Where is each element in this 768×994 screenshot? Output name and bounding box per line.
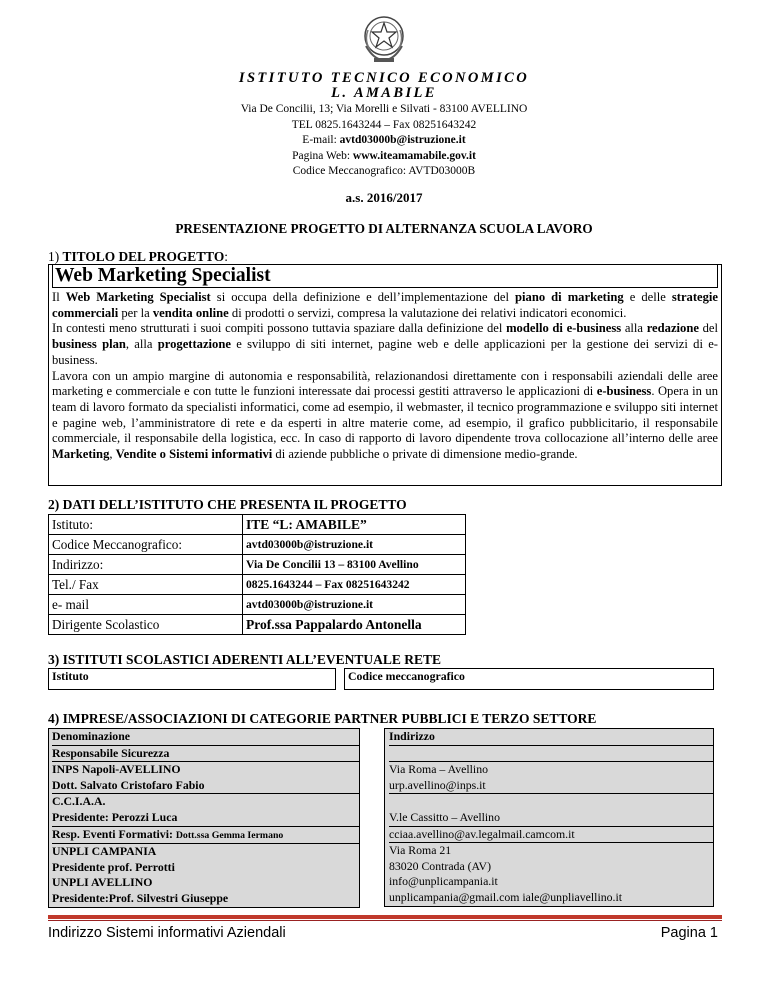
partner-line: V.le Cassitto – Avellino (389, 809, 500, 824)
italian-republic-emblem-icon (360, 10, 408, 66)
text-run: e delle (623, 290, 672, 304)
text-run: del (698, 321, 718, 336)
web-label: Pagina Web: (292, 149, 353, 162)
partner-line: Via Roma – Avellino (389, 762, 489, 777)
partner-cell (52, 827, 359, 845)
text-run: vendita online (152, 305, 229, 320)
text-run: Lavora con un ampio margine di autonomia e responsabilità, relazionandosi direttamente con i responsabili aziendali delle aree marketing e commerciale e con tutte le funzioni interessate dai processi gestiti attraverso le applicazioni di (52, 368, 718, 399)
web-value: www.iteamamabile.gov.it (352, 149, 476, 162)
text-run: e-business (596, 384, 652, 399)
partner-line: urp.avellino@inps.it (389, 777, 486, 792)
project-title: Web Marketing Specialist (52, 264, 718, 288)
table-row (49, 535, 466, 555)
text-run: redazione (646, 321, 699, 336)
text-run: business plan (52, 337, 126, 352)
text-run: si occupa della definizione e dell’implementazione del (210, 290, 516, 304)
partner-cell (389, 762, 713, 794)
partner-line: Presidente: Perozzi Luca (52, 809, 178, 824)
partner-line: Presidente:Prof. Silvestri Giuseppe (52, 890, 229, 905)
description-paragraph-3 (52, 369, 718, 463)
page-number: Pagina 1 (660, 925, 718, 941)
partner-cell (389, 794, 713, 826)
text-run: Marketing (52, 447, 110, 462)
field-label: e- mail (49, 595, 243, 615)
partners-name-column (48, 728, 360, 908)
description-paragraph-2 (52, 321, 718, 368)
text-run: per la (118, 305, 153, 320)
institute-contacts (0, 102, 768, 180)
school-year: a.s. 2016/2017 (345, 190, 423, 205)
field-value: Prof.ssa Pappalardo Antonella (243, 615, 466, 635)
project-title-box (48, 264, 722, 486)
tel-line: TEL 0825.1643244 – Fax 08251643242 (291, 118, 477, 131)
partner-line: info@unplicampania.it (389, 874, 498, 889)
footer-left-text: Indirizzo Sistemi informativi Aziendali (48, 925, 286, 941)
partner-cell (52, 844, 359, 906)
section1-number: 1) (48, 249, 63, 264)
text-run: strategie commerciali (52, 290, 719, 320)
partner-line: UNPLI CAMPANIA (52, 844, 157, 859)
partner-line: Presidente prof. Perrotti (52, 859, 175, 874)
institute-data-table (48, 514, 466, 635)
email-value: avtd03000b@istruzione.it (339, 134, 466, 146)
text-run: alla (621, 321, 647, 336)
partner-cell (389, 729, 713, 746)
partner-cell (389, 843, 713, 905)
section3-heading: 3) ISTITUTI SCOLASTICI ADERENTI ALL’EVENTUALE RETE (48, 652, 442, 667)
partner-line: C.C.I.A.A. (52, 794, 106, 809)
table-row (49, 515, 466, 535)
text-run: Vendite o Sistemi informativi (115, 447, 273, 462)
field-value: avtd03000b@istruzione.it (243, 595, 466, 615)
partner-line: INPS Napoli-AVELLINO (52, 762, 181, 777)
partner-line: Denominazione (52, 729, 130, 743)
field-label: Dirigente Scolastico (49, 615, 243, 635)
field-label: Tel./ Fax (49, 575, 243, 595)
text-run: e sviluppo di siti internet, pagine web e delle applicazioni per la gestione dei servizi di e-business. (52, 337, 718, 367)
address-line: Via De Concilii, 13; Via Morelli e Silvati - 83100 AVELLINO (240, 103, 528, 115)
text-run: In contesti meno strutturati i suoi compiti possono tuttavia spaziare dalla definizione del (52, 321, 507, 336)
footer-divider-thin (48, 920, 722, 921)
code-line: Codice Meccanografico: AVTD03000B (292, 165, 476, 177)
footer-divider (48, 915, 722, 919)
table-row (49, 595, 466, 615)
section1-label: TITOLO DEL PROGETTO (62, 249, 225, 264)
text-run: di aziende pubbliche o private di dimensione medio-grande. (272, 447, 578, 462)
institute-name-line2: L. AMABILE (331, 85, 437, 101)
partners-address-column (384, 728, 714, 907)
text-run: piano di marketing (515, 290, 624, 304)
section1-heading (48, 249, 228, 265)
partner-cell (389, 827, 713, 844)
field-label: Istituto: (49, 515, 243, 535)
text-run: , (109, 447, 116, 462)
field-label: Codice Meccanografico: (49, 535, 243, 555)
section2-heading: 2) DATI DELL’ISTITUTO CHE PRESENTA IL PROGETTO (48, 497, 407, 512)
field-value: Via De Concilii 13 – 83100 Avellino (243, 555, 466, 575)
web-line (0, 149, 768, 165)
text-run: . Opera in un team di lavoro formato da specialisti informatici, come ad esempio, il webmaster, il tecnico programmazione e sviluppo siti internet e pagine web, l’amministratore di rete e da esperti in altre materie come, ad esempio, il grafico pubblicitario, il responsabile commerciale, il responsabile della logistica, ecc. In caso di rapporto di lavoro dipendente trova collocazione all’interno delle aree (52, 384, 718, 446)
document-title: PRESENTAZIONE PROGETTO DI ALTERNANZA SCUOLA LAVORO (175, 221, 593, 236)
network-institute-header: Istituto (48, 668, 336, 690)
text-run: Web Marketing Specialist (65, 290, 211, 304)
partner-cell (389, 746, 713, 763)
partner-cell (52, 729, 359, 746)
network-code-header: Codice meccanografico (344, 668, 714, 690)
field-label: Indirizzo: (49, 555, 243, 575)
partner-cell (52, 794, 359, 826)
email-line (0, 133, 768, 149)
text-run: progettazione (157, 337, 231, 352)
field-value: avtd03000b@istruzione.it (243, 535, 466, 555)
table-row (49, 575, 466, 595)
partner-line (389, 746, 713, 762)
partner-line: UNPLI AVELLINO (52, 875, 153, 890)
table-row (49, 555, 466, 575)
table-row (49, 615, 466, 635)
description-paragraph-1 (52, 290, 718, 321)
section1-colon: : (224, 249, 228, 264)
project-description (52, 290, 718, 463)
partner-line: Indirizzo (389, 729, 435, 743)
institute-name: ISTITUTO TECNICO ECONOMICO (238, 70, 530, 86)
partner-line: Resp. Eventi Formativi: (52, 826, 176, 841)
text-run: , alla (125, 337, 158, 352)
text-run: Il (52, 290, 66, 304)
email-label: E-mail: (302, 134, 340, 146)
partner-line (389, 794, 713, 810)
partner-cell (52, 746, 359, 763)
field-value: ITE “L: AMABILE” (243, 515, 466, 535)
partner-line: unplicampania@gmail.com iale@unpliavellino.it (389, 889, 623, 904)
partner-cell (52, 762, 359, 794)
partner-line: cciaa.avellino@av.legalmail.camcom.it (389, 826, 575, 841)
partner-line: Dott.ssa Gemma Iermano (175, 829, 284, 841)
partner-line: Responsabile Sicurezza (52, 745, 170, 760)
text-run: di prodotti o servizi, compresa la valutazione dei relativi indicatori economici. (228, 305, 627, 320)
text-run: modello di e-business (506, 321, 622, 336)
partner-line: Dott. Salvato Cristofaro Fabio (52, 777, 205, 792)
partner-line: 83020 Contrada (AV) (389, 858, 492, 873)
partner-line: Via Roma 21 (389, 843, 452, 858)
field-value: 0825.1643244 – Fax 08251643242 (243, 575, 466, 595)
section4-heading: 4) IMPRESE/ASSOCIAZIONI DI CATEGORIE PARTNER PUBBLICI E TERZO SETTORE (48, 711, 597, 726)
